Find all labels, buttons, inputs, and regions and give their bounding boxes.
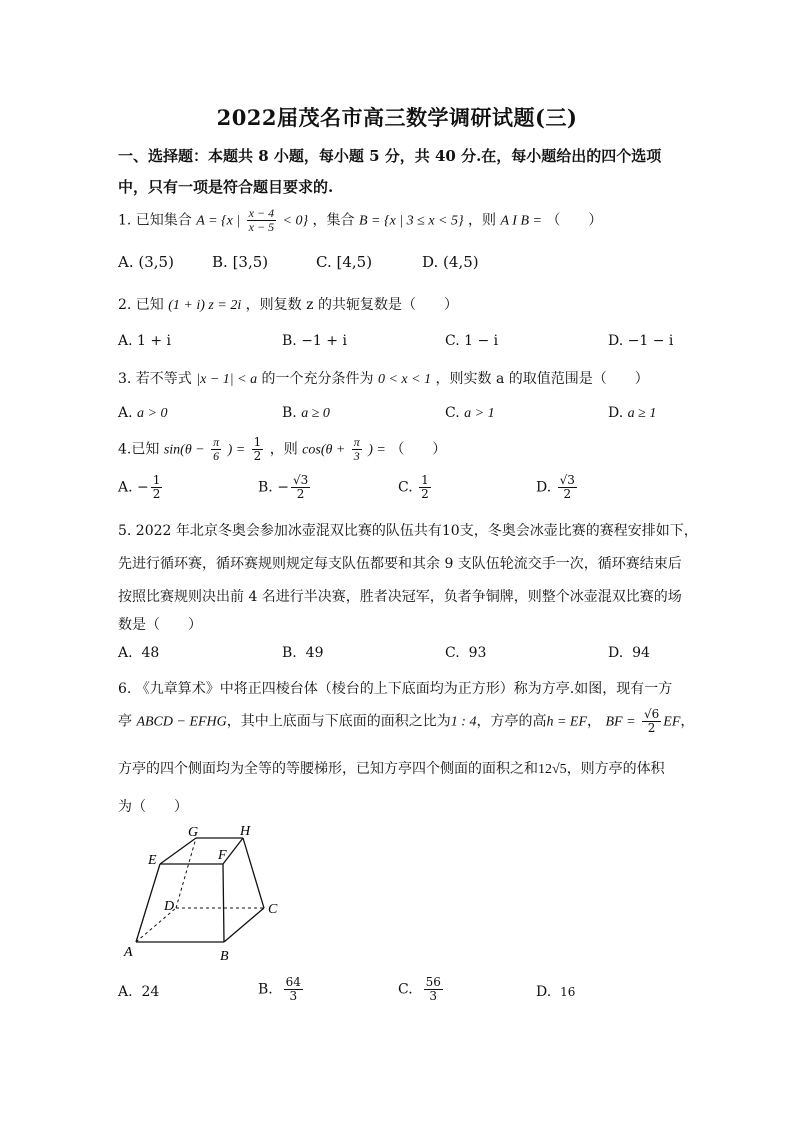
question-3 [118, 368, 649, 388]
frustum-diagram [118, 822, 298, 972]
q4-pi-2: π [353, 435, 360, 449]
option-value: 24 [141, 984, 160, 1000]
q6-line-2 [118, 708, 694, 735]
q3-expr1: |x − 1| < a [196, 372, 258, 387]
option-label: B. [258, 479, 273, 496]
q5-option-b[interactable] [282, 645, 323, 661]
q5-option-c[interactable] [445, 645, 486, 661]
q6-line-3 [118, 758, 665, 778]
q4-sin-pre: sin(θ − [163, 442, 205, 458]
q6-frac-num: √6 [643, 707, 660, 721]
q6-text: 方亭的四个侧面均为全等的等腰梯形，已知方亭四个侧面的面积之和 [118, 761, 538, 777]
q6-option-d[interactable] [536, 984, 575, 1000]
option-den: 2 [152, 487, 161, 502]
option-num: 56 [425, 975, 441, 989]
q1-set-a-pre: A = {x | [196, 213, 241, 229]
option-label: D. [536, 984, 552, 1000]
q1-expr: A I B = [500, 213, 542, 229]
q4-cos-post: ) = [368, 442, 386, 458]
edge-dg-hidden [176, 838, 196, 908]
q1-option-c[interactable] [316, 253, 372, 271]
option-value: −1 + i [301, 333, 347, 349]
q6-area: 12√5 [538, 762, 567, 777]
option-label: C. [398, 981, 413, 998]
q6-text: ， [587, 713, 602, 730]
q6-option-c[interactable] [398, 976, 445, 1003]
question-2 [118, 294, 458, 314]
label-g: G [188, 825, 199, 840]
q1-tail: ，则 [468, 212, 497, 229]
option-num: 1 [152, 473, 161, 487]
edge-ch [243, 838, 264, 908]
option-sign: − [137, 479, 149, 496]
option-label: C. [316, 253, 332, 271]
q2-tail: ，则复数 z 的共轭复数是（ ） [245, 297, 458, 313]
option-den: 3 [289, 989, 298, 1004]
option-value: [3,5) [232, 253, 269, 271]
q4-one: 1 [253, 435, 262, 449]
q4-lead: 4.已知 [118, 441, 160, 458]
option-num: 64 [285, 975, 301, 989]
q6-text: ，则方亭的体积 [566, 761, 665, 777]
page-title: 2022届茂名市高三数学调研试题(三) [216, 105, 578, 130]
label-a: A [124, 945, 133, 960]
q3-mid: 的一个充分条件为 [261, 371, 374, 387]
q6-bf: BF = [605, 714, 636, 730]
option-sign: − [277, 479, 289, 496]
q4-paren: （ ） [390, 441, 447, 458]
q1-paren: （ ） [546, 212, 603, 229]
option-label: D. [536, 479, 552, 496]
option-label: A. [118, 645, 133, 661]
q3-option-a[interactable] [118, 405, 167, 422]
option-label: D. [608, 405, 624, 421]
q5-line-3: 按照比赛规则决出前 4 名进行半决赛，胜者决冠军，负者争铜牌，则整个冰壶混双比赛的场 [118, 589, 682, 605]
q4-option-c[interactable] [398, 474, 433, 501]
q4-frac-pi6 [211, 436, 221, 463]
q4-two: 2 [253, 449, 262, 464]
q6-text: ，其中上底面与下底面的面积之比为 [226, 713, 451, 730]
option-value: 93 [468, 645, 487, 661]
option-value: a ≥ 0 [301, 406, 330, 421]
option-den: 2 [563, 487, 572, 502]
q6-text: ， [680, 713, 695, 730]
q5-line-2: 先进行循环赛，循环赛规则规定每支队伍都要和其余 9 支队伍轮流交手一次，循环赛结束后 [118, 556, 682, 572]
q1-lead: 1. 已知集合 [118, 212, 192, 229]
option-label: C. [445, 405, 460, 421]
q6-option-b[interactable] [258, 976, 305, 1003]
option-label: D. [608, 645, 624, 661]
option-num: √3 [559, 473, 575, 487]
q1-option-b[interactable] [212, 253, 268, 271]
q6-text: 亭 [118, 713, 132, 730]
q6-solid-name: ABCD − EFHG [136, 714, 227, 730]
q4-frac-half [252, 436, 264, 463]
option-num: √3 [292, 473, 309, 487]
edge-eg [160, 838, 196, 864]
option-label: B. [282, 645, 297, 661]
q4-pi: π [213, 435, 220, 449]
q1-frac-num: x − 4 [248, 206, 275, 220]
option-den: 2 [421, 487, 429, 502]
option-value: 94 [632, 645, 650, 661]
q2-option-b[interactable] [282, 333, 347, 349]
q6-ef: EF [663, 714, 681, 730]
label-h: H [240, 824, 251, 839]
option-value: (4,5) [443, 253, 479, 271]
q3-tail: ，则实数 a 的取值范围是（ ） [435, 371, 649, 387]
q4-option-d[interactable] [536, 474, 579, 501]
q3-lead: 3. 若不等式 [118, 371, 192, 387]
q6-line-1: 6. 《九章算术》中将正四棱台体（棱台的上下底面均为正方形）称为方亭.如图，现有一方 [118, 681, 673, 697]
option-num: 1 [421, 473, 429, 487]
q1-option-a[interactable] [118, 253, 174, 271]
edge-bc [224, 908, 264, 942]
q2-option-c[interactable] [445, 333, 498, 349]
q4-sin-post: ) = [227, 442, 246, 458]
edge-ae [136, 864, 160, 942]
option-label: A. [118, 253, 134, 271]
edge-bf [223, 864, 224, 942]
option-label: B. [258, 981, 273, 998]
q6-height: h = EF [546, 714, 588, 730]
q3-option-c[interactable] [445, 405, 495, 422]
q6-frac-den: 2 [647, 721, 656, 736]
option-label: C. [445, 333, 460, 349]
option-label: D. [608, 333, 624, 349]
q1-fraction [247, 207, 276, 234]
option-label: B. [212, 253, 228, 271]
option-label: A. [118, 333, 133, 349]
q1-set-b: B = {x | 3 ≤ x < 5} [358, 213, 464, 229]
q1-mid: ，集合 [312, 212, 355, 229]
q2-expr: (1 + i) z = 2i [168, 298, 242, 313]
q3-option-b[interactable] [282, 405, 330, 422]
option-value: (3,5) [138, 253, 174, 271]
label-d: D [164, 899, 175, 914]
frustum-figure [118, 822, 298, 972]
q4-option-b[interactable] [258, 474, 312, 501]
q4-cos-pre: cos(θ + [302, 442, 346, 458]
q3-expr2: 0 < x < 1 [377, 372, 432, 387]
label-c: C [268, 902, 278, 917]
option-value: −1 − i [627, 333, 674, 349]
q5-line-1: 5. 2022 年北京冬奥会参加冰壶混双比赛的队伍共有10支，冬奥会冰壶比赛的赛程安排如下， [118, 523, 698, 539]
q6-line-4: 为（ ） [118, 799, 188, 815]
option-value: a > 1 [464, 406, 495, 421]
q4-three: 3 [353, 449, 360, 464]
q4-six: 6 [213, 449, 220, 464]
label-b: B [220, 949, 229, 964]
q6-text: ，方亭的高 [476, 713, 547, 730]
label-e: E [148, 853, 157, 868]
option-label: A. [118, 984, 133, 1000]
q1-frac-den: x − 5 [248, 220, 275, 235]
q1-set-a-post: < 0} [282, 213, 309, 229]
q5-option-d[interactable] [608, 645, 650, 661]
option-label: B. [282, 405, 297, 421]
option-value: a > 0 [137, 406, 168, 421]
q6-frac [642, 708, 661, 735]
option-label: D. [422, 253, 439, 271]
option-value: 1 − i [464, 333, 499, 349]
q6-option-a[interactable] [118, 984, 159, 1000]
q2-option-d[interactable] [608, 333, 673, 349]
option-den: 2 [296, 487, 305, 502]
option-label: A. [118, 405, 133, 421]
label-f: F [218, 848, 227, 863]
option-value: 16 [560, 985, 576, 999]
option-value: 1 + i [137, 333, 172, 349]
question-1 [118, 207, 602, 234]
q4-option-a[interactable] [118, 474, 164, 501]
q3-option-d[interactable] [608, 405, 656, 422]
option-label: B. [282, 333, 297, 349]
option-value: [4,5) [336, 253, 373, 271]
q6-ratio: 1 : 4 [450, 714, 477, 730]
question-4 [118, 436, 446, 463]
section-instructions-line2: 中，只有一项是符合题目要求的. [118, 178, 334, 196]
q1-option-d[interactable] [422, 253, 479, 271]
option-den: 3 [429, 989, 438, 1004]
option-value: 48 [141, 645, 160, 661]
q5-line-4: 数是（ ） [118, 617, 202, 633]
q2-lead: 2. 已知 [118, 297, 164, 313]
option-label: A. [118, 479, 133, 496]
option-value: a ≥ 1 [627, 406, 657, 421]
option-value: 49 [305, 645, 324, 661]
section-instructions-line1: 一、选择题：本题共 8 小题，每小题 5 分，共 40 分.在，每小题给出的四个选项 [118, 147, 662, 165]
option-label: C. [398, 479, 413, 496]
q2-option-a[interactable] [118, 333, 171, 349]
option-label: C. [445, 645, 460, 661]
q4-mid: ，则 [269, 441, 298, 458]
q4-frac-pi3 [352, 436, 362, 463]
q5-option-a[interactable] [118, 645, 159, 661]
